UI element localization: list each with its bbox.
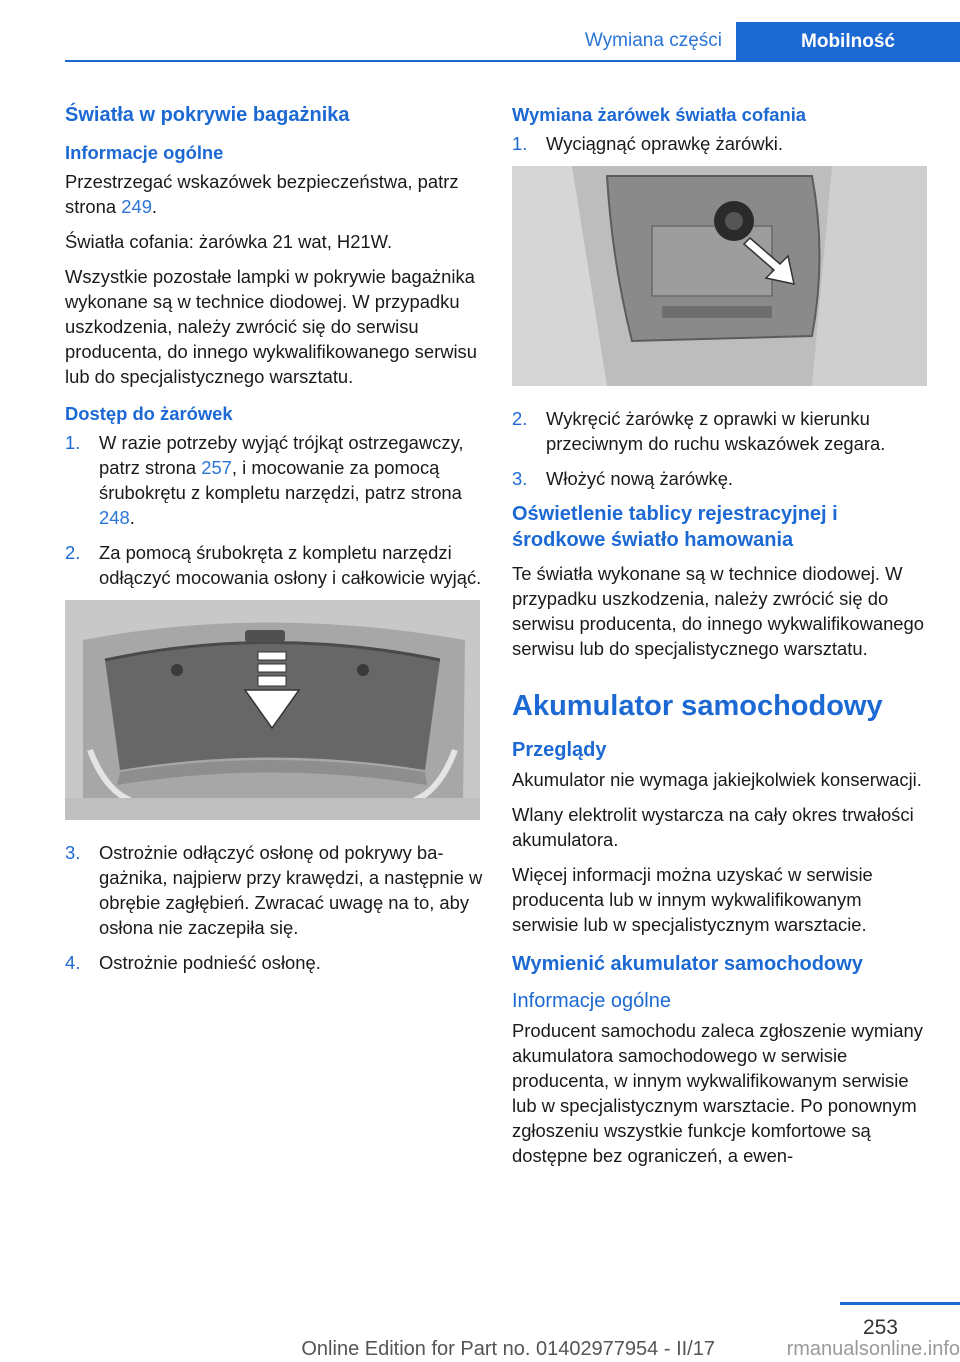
trunk-lid-image <box>65 600 480 820</box>
step-number: 2. <box>512 408 528 429</box>
arrow-stripe <box>258 676 286 686</box>
edition-note: Online Edition for Part no. 01402977954 - II/17 <box>301 1338 715 1360</box>
step-number: 3. <box>512 468 528 489</box>
paragraph-maintenance-3: Więcej informacji można uzyskać w serwisie producenta lub w innym wykwalifikowanym serwisie lub w specjalistycznym warsztacie. <box>512 864 873 935</box>
page-header <box>0 22 960 62</box>
access-steps-list-continued <box>65 840 483 975</box>
body-panel <box>812 166 927 386</box>
footer-rule <box>840 1302 960 1305</box>
subheading-general-info: Informacje ogólne <box>65 142 224 163</box>
paragraph-maintenance-1: Akumulator nie wymaga jakiejkolwiek konserwacji. <box>512 769 922 790</box>
reverse-steps-list <box>512 131 930 156</box>
chapter-title-battery: Akumulator samochodowy <box>512 690 883 722</box>
subheading-maintenance: Przeglądy <box>512 739 607 761</box>
list-item: 1. W razie potrzeby wyjąć trójkąt ostrzegawczy, patrz strona 257, i mocowanie za pomocą śrubokrętu z kompletu narzędzi, patrz strona 248. <box>65 432 464 528</box>
bulb-holder-illustration <box>512 166 930 386</box>
section-title-trunk-lights: Światła w pokrywie bagażnika <box>65 104 350 126</box>
socket-center <box>725 212 743 230</box>
page-link-257[interactable]: 257 <box>201 457 232 478</box>
mount-point <box>357 664 369 676</box>
bulb-holder-image <box>512 166 927 386</box>
list-item: 4. Ostrożnie podnieść osłonę. <box>65 952 321 973</box>
page-footer <box>0 1302 960 1362</box>
paragraph-led-info: Wszystkie pozostałe lampki w pokrywie bagażnika wykonane są w technice diodowej. W przypadku uszkodzenia, należy zwrócić się do serwisu producenta, do innego wykwalifikowanego serwisu lub do specjalistycznego warsztatu. <box>65 266 477 387</box>
left-column <box>65 100 483 985</box>
section-title-plate-light: Oświetlenie tablicy rejestracyjnej i środkowe światło hamowania <box>512 503 838 551</box>
housing-cover <box>652 226 772 296</box>
watermark: rmanualsonline.info <box>786 1338 960 1360</box>
mount-point <box>171 664 183 676</box>
step-number: 2. <box>65 542 81 563</box>
paragraph-maintenance-2: Wlany elektrolit wystarcza na cały okres trwałości akumulatora. <box>512 804 914 850</box>
paragraph-plate-light: Te światła wykonane są w technice diodowej. W przypadku uszkodzenia, należy zwrócić się do serwisu producenta, do innego wykwalifikowanego serwisu lub do specjalistycznego warsztatu. <box>512 563 924 659</box>
mounting-bracket <box>662 306 772 318</box>
list-item: 2. Za pomocą śrubokręta z kompletu narzędzi odłączyć mocowania osłony i całkowicie wyjąć. <box>65 542 482 588</box>
paragraph-replace-battery: Producent samochodu zaleca zgłoszenie wymiany akumulatora samochodowego w serwisie producenta, w innym wykwalifikowanym serwisie lub w specjalistycznym warsztacie. Po ponownym zgłoszeniu wszystkie funkcje komfortowe są dostępne bez ograniczeń, a ewen- <box>512 1020 923 1166</box>
page-link-249[interactable]: 249 <box>121 196 152 217</box>
paragraph-safety: Przestrzegać wskazówek bezpieczeństwa, patrz strona 249. <box>65 171 459 217</box>
section-title-replace-battery: Wymienić akumulator samochodowy <box>512 953 863 975</box>
paragraph-bulb-type: Światła cofania: żarówka 21 wat, H21W. <box>65 231 393 252</box>
reverse-steps-list-continued <box>512 406 930 491</box>
ground <box>65 798 480 820</box>
list-item: 3. Ostrożnie odłączyć osłonę od pokrywy bagażnika, najpierw przy krawędzi, a następnie w obrębie zagłębień. Zwracać uwagę na to, aby osłona nie zaczepiła się. <box>65 842 483 938</box>
list-item: 1. Wyciągnąć oprawkę żarówki. <box>512 133 783 154</box>
page-number: 253 <box>862 1316 898 1339</box>
list-item: 2. Wykręcić żarówkę z oprawki w kierunku przeciwnym do ruchu wskazówek zegara. <box>512 408 886 454</box>
subheading-bulb-access: Dostęp do żarówek <box>65 403 233 424</box>
step-number: 4. <box>65 952 81 973</box>
arrow-stripe <box>258 652 286 660</box>
list-item: 3. Włożyć nową żarówkę. <box>512 468 734 489</box>
page-link-248[interactable]: 248 <box>99 507 130 528</box>
access-steps-list <box>65 430 483 590</box>
trunk-lid-illustration <box>65 600 483 820</box>
header-chapter-tab: Mobilność <box>736 22 960 62</box>
header-section-title: Wymiana części <box>584 30 722 51</box>
right-column <box>512 100 930 1178</box>
subheading-replace-general: Informacje ogólne <box>512 990 671 1012</box>
lock-mechanism <box>245 630 285 642</box>
step-number: 1. <box>65 432 81 453</box>
step-number: 3. <box>65 842 81 863</box>
subheading-reverse-light: Wymiana żarówek światła cofania <box>512 104 807 125</box>
step-number: 1. <box>512 133 528 154</box>
arrow-stripe <box>258 664 286 672</box>
